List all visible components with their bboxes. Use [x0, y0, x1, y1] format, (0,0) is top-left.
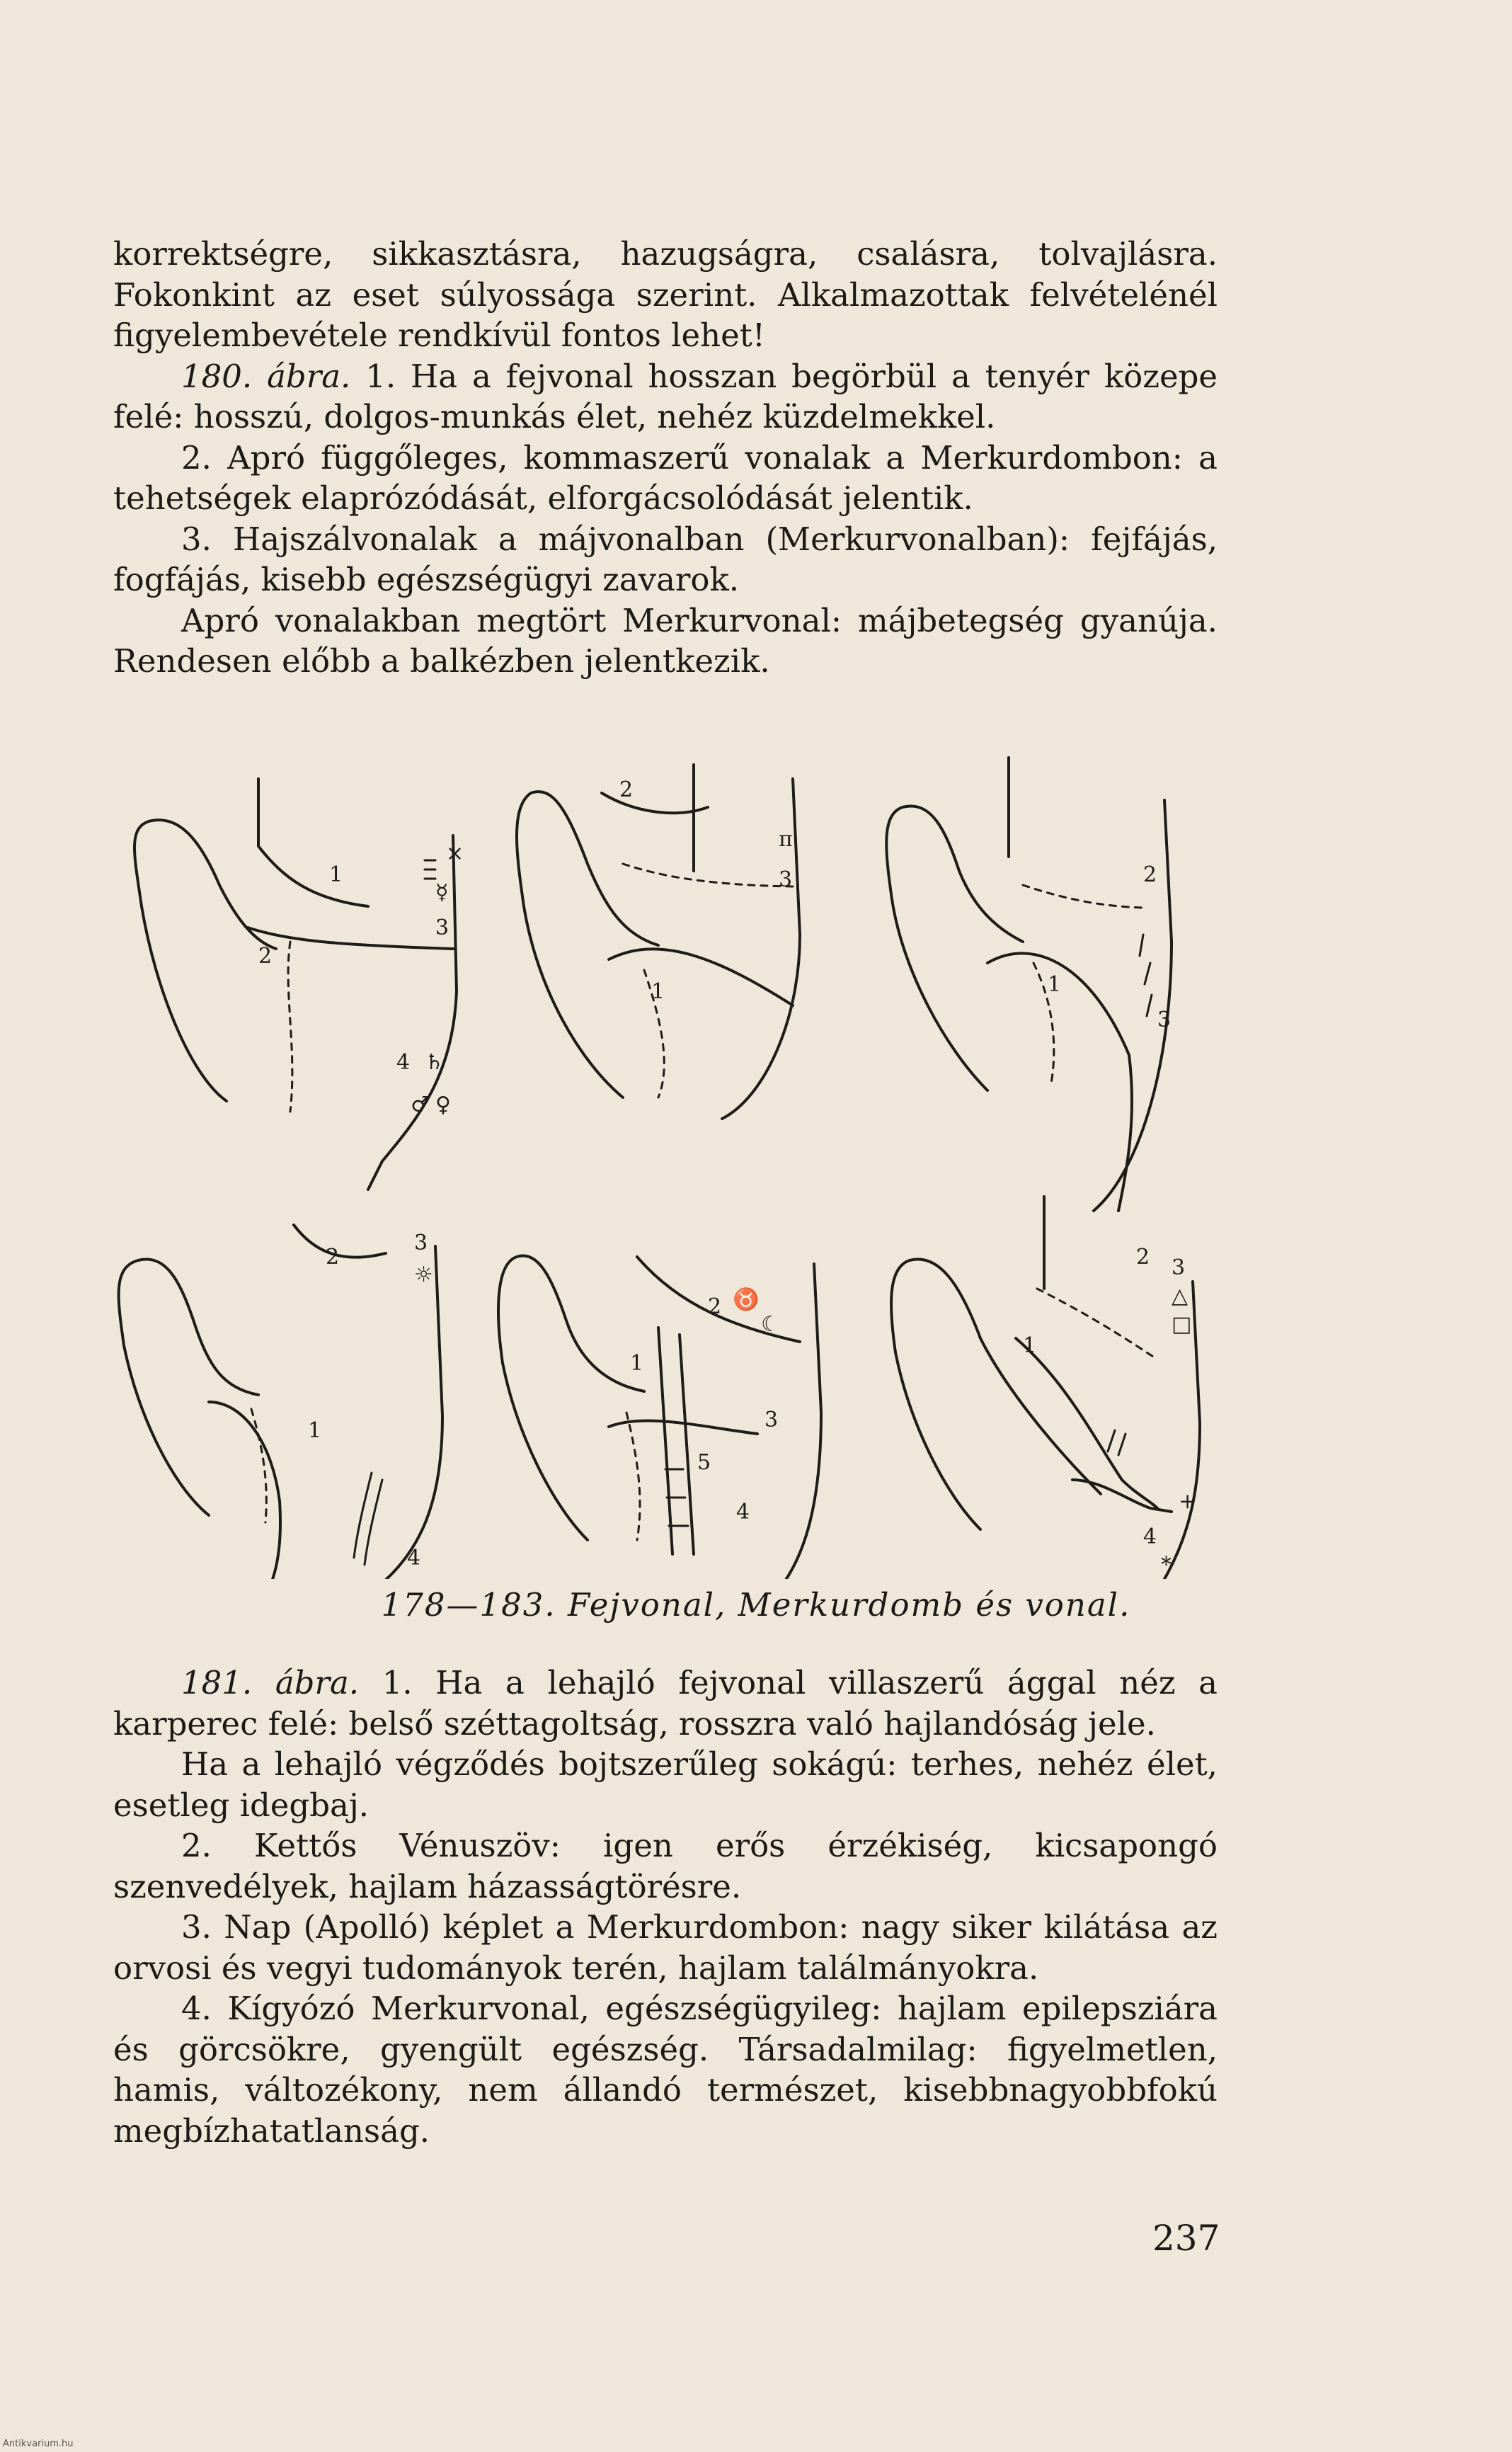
fig180-label-3: 3 — [1157, 1008, 1172, 1032]
paragraph-fig181-3: 3. Nap (Apolló) képlet a Merkurdombon: nagy siker kilátása az orvosi és vegyi tudományok terén, hajlam találmányokra. — [113, 1908, 1218, 1987]
paragraph-fig181-1b: Ha a lehajló végződés bojtszerűleg sokágú: terhes, nehéz élet, esetleg idegbaj. — [113, 1745, 1218, 1824]
fig181-sun: ☼ — [414, 1262, 433, 1287]
fig180-label-2: 2 — [1143, 862, 1157, 887]
paragraph-fig181-2: 2. Kettős Vénuszöv: igen erős érzékiség, kicsapongó szenvedélyek, hajlam házasságtörésre. — [113, 1827, 1218, 1905]
fig179-label-2: 2 — [619, 777, 634, 802]
fig182-taurus: ♉ — [733, 1287, 760, 1312]
page-number: 237 — [1152, 2218, 1220, 2259]
fig178-cross: × — [446, 841, 464, 866]
fig178-label-4: 4 — [396, 1050, 411, 1075]
watermark: Antikvarium.hu — [3, 2439, 74, 2449]
fig178-saturn: ♄ — [425, 1050, 444, 1075]
fig178-label-1: 2 — [258, 944, 273, 969]
figure-182 — [498, 1255, 821, 1579]
fig181-label-2: 2 — [326, 1245, 340, 1270]
fig183-label-3: 3 — [1172, 1255, 1186, 1280]
figure-ref-180: 180. ábra. — [181, 357, 351, 395]
paragraph-fig181-1 — [113, 1663, 1218, 1744]
paragraph-fig180-1 — [113, 356, 1218, 438]
fig178-label-3: 3 — [435, 916, 449, 940]
fig180-label-1: 1 — [1048, 972, 1062, 997]
top-text-block — [113, 234, 1218, 682]
fig182-label-3: 3 — [764, 1408, 779, 1432]
paragraph-fig180-1-text: 1. Ha a fejvonal hosszan begörbül a tenyér közepe felé: hosszú, dolgos-munkás élet, nehéz küzdelmekkel. — [113, 357, 1218, 435]
fig182-label-4: 4 — [736, 1500, 750, 1524]
fig182-moon: ☾ — [761, 1312, 780, 1337]
paragraph-fig180-3b: Apró vonalakban megtört Merkurvonal: májbetegség gyanúja. Rendesen előbb a balkézben jelentkezik. — [113, 601, 1218, 680]
fig178-mercury: ☿ — [435, 880, 449, 905]
figure-ref-181: 181. ábra. — [181, 1664, 360, 1701]
figure-180 — [886, 758, 1172, 1211]
fig183-triangle: △ — [1172, 1284, 1189, 1308]
paragraph-fig180-2: 2. Apró függőleges, kommaszerű vonalak a Merkurdombon: a tehetségek elaprózódását, elforgácsolódását jelentik. — [113, 438, 1218, 517]
figure-183 — [891, 1197, 1200, 1579]
palm-figures-svg — [99, 736, 1232, 1579]
fig183-label-2: 2 — [1136, 1245, 1150, 1270]
fig178-venus: ♀ — [435, 1093, 451, 1117]
fig178-label-2: 1 — [329, 862, 343, 887]
figure-caption: 178—183. Fejvonal, Merkurdomb és vonal. — [381, 1586, 1131, 1624]
fig178-mars: ♂ — [411, 1093, 430, 1117]
fig179-label-3: 3 — [779, 867, 793, 892]
figure-181 — [119, 1225, 442, 1579]
paragraph-fig181-1-text: 1. Ha a lehajló fejvonal villaszerű ággal néz a karperec felé: belső széttagoltság, rosszra való hajlandóság jele. — [113, 1664, 1218, 1743]
fig183-stars: * — [1161, 1553, 1172, 1578]
fig181-label-1: 1 — [308, 1418, 322, 1443]
paragraph-continuation: korrektségre, sikkasztásra, hazugságra, csalásra, tolvajlásra. Fokonkint az eset súlyossága szerint. Alkalmazottak felvételénél figyelembevétele rendkívül fontos lehet! — [113, 235, 1218, 354]
fig183-label-1: 1 — [1023, 1333, 1037, 1358]
fig179-pi: π — [779, 827, 793, 852]
palm-figures — [99, 736, 1232, 1579]
figure-179 — [517, 765, 800, 1119]
fig181-label-3: 3 — [414, 1231, 428, 1255]
fig182-label-2: 2 — [708, 1294, 722, 1319]
paragraph-fig180-3: 3. Hajszálvonalak a májvonalban (Merkurvonalban): fejfájás, fogfájás, kisebb egészségügyi zavarok. — [113, 520, 1218, 598]
fig183-cross: + — [1179, 1489, 1197, 1514]
paragraph-fig181-4: 4. Kígyózó Merkurvonal, egészségügyileg: hajlam epilepsziára és görcsökre, gyengült egészség. Társadalmilag: figyelmetlen, hamis, változékony, nem állandó természet, kisebbnagyobbfokú megbízhatatlanság. — [113, 1990, 1218, 2150]
fig179-label-1: 1 — [651, 979, 665, 1004]
bottom-text-block — [113, 1663, 1218, 2151]
figure-178 — [134, 779, 464, 1190]
fig182-label-5: 5 — [697, 1450, 711, 1475]
fig183-square: □ — [1172, 1312, 1192, 1337]
fig183-label-4: 4 — [1143, 1524, 1157, 1549]
fig182-label-1: 1 — [630, 1351, 644, 1376]
fig181-label-4: 4 — [407, 1546, 421, 1570]
